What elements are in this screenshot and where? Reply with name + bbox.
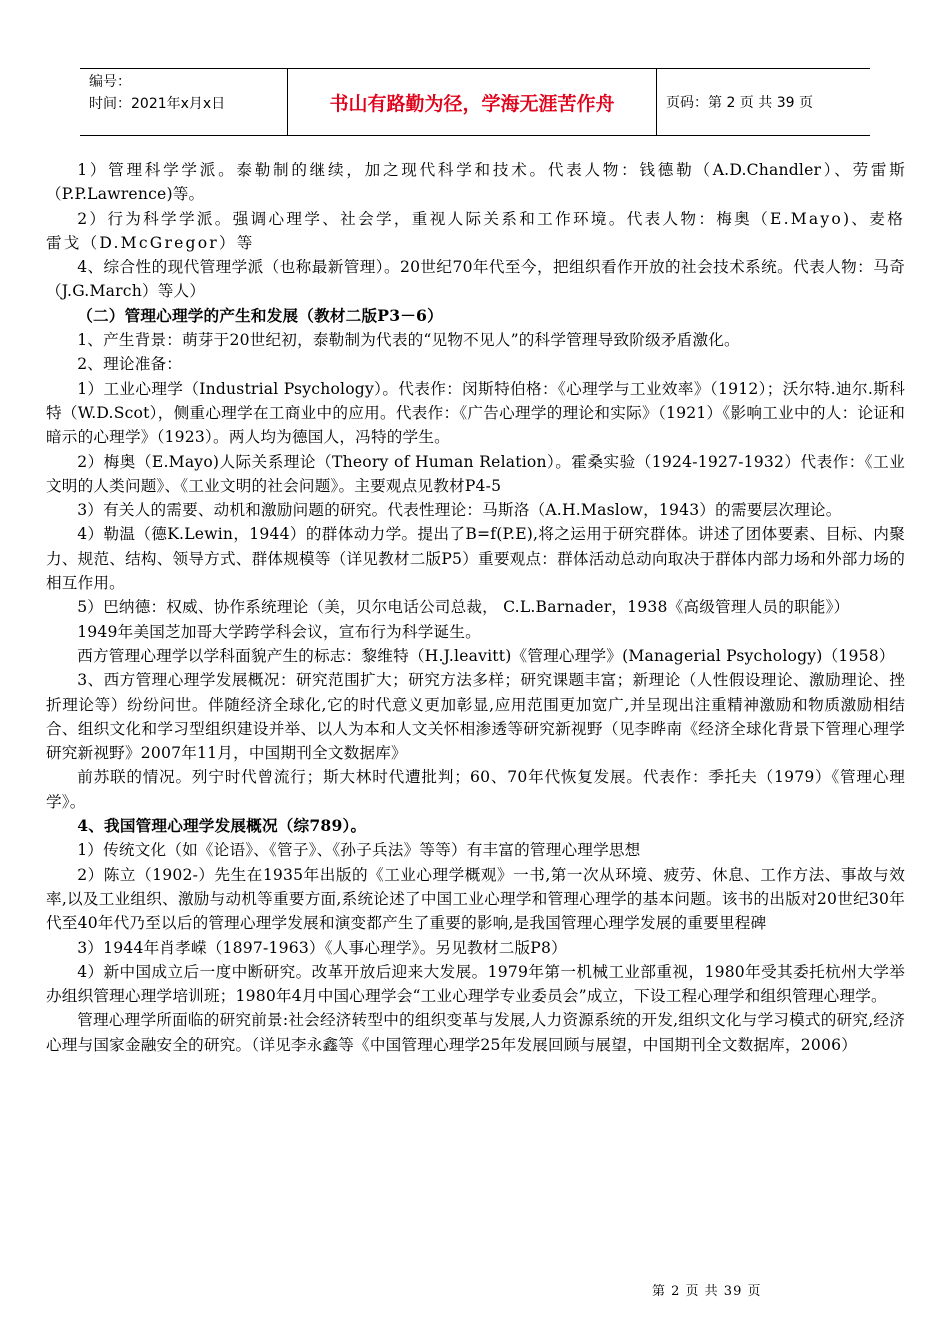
paragraph: 西方管理心理学以学科面貌产生的标志：黎维特（H.J.leavitt)《管理心理学》(Managerial Psychology)（1958） xyxy=(77,646,895,665)
header-page-info: 页码：第 2 页 共 39 页 xyxy=(666,95,813,111)
paragraph: 1）管理科学学派。泰勒制的继续，加之现代科学和技术。代表人物：钱德勒（A.D.Chandler）、劳雷斯（P.P.Lawrence)等。 xyxy=(46,161,905,204)
header-motto: 书山有路勤为径，学海无涯苦作舟 xyxy=(329,92,615,115)
paragraph: 1）传统文化（如《论语》、《管子》、《孙子兵法》等等）有丰富的管理心理学思想 xyxy=(77,841,641,860)
paragraph: 1、产生背景：萌芽于20世纪初，泰勒制为代表的“见物不见人”的科学管理导致阶级矛盾激化。 xyxy=(77,331,740,350)
page-footer: 第 2 页 共 39 页 xyxy=(652,1284,762,1299)
page-header xyxy=(80,68,870,136)
number-label: 编号： xyxy=(89,74,131,90)
paragraph: 4）新中国成立后一度中断研究。改革开放后迎来大发展。1979年第一机械工业部重视，1980年受其委托杭州大学举办组织管理心理学培训班；1980年4月中国心理学会“工业心理学专业委员会”成立，下设工程心理学和组织管理心理学。 xyxy=(46,962,905,1006)
header-meta xyxy=(89,71,289,115)
paragraph: 2）行为科学学派。强调心理学、社会学，重视人际关系和工作环境。代表人物：梅奥（E.Mayo)、麦格雷戈（D.McGregor）等 xyxy=(46,209,905,252)
paragraph: 3）1944年肖孝嵘（1897-1963）《人事心理学》。另见教材二版P8） xyxy=(77,938,567,957)
paragraph: 4、综合性的现代管理学派（也称最新管理）。20世纪70年代至今，把组织看作开放的社会技术系统。代表人物：马奇（J.G.March）等人） xyxy=(46,258,905,301)
header-divider xyxy=(656,69,657,135)
paragraph: 1949年美国芝加哥大学跨学科会议，宣布行为科学诞生。 xyxy=(77,622,481,641)
paragraph: 4）勒温（德K.Lewin，1944）的群体动力学。提出了B=f(P.E),将之运用于研究群体。讲述了团体要素、目标、内聚力、规范、结构、领导方式、群体规模等（详见教材二版P5）重要观点：群体活动总动向取决于群体内部力场和外部力场的相互作用。 xyxy=(46,525,905,593)
date-label: 时间：2021年x月x日 xyxy=(89,96,226,112)
paragraph: 管理心理学所面临的研究前景:社会经济转型中的组织变革与发展,人力资源系统的开发,组织文化与学习模式的研究,经济心理与国家金融安全的研究。（详见李永鑫等《中国管理心理学25年发展回顾与展望，中国期刊全文数据库，2006） xyxy=(46,1011,905,1054)
paragraph: 3）有关人的需要、动机和激励问题的研究。代表性理论：马斯洛（A.H.Maslow，1943）的需要层次理论。 xyxy=(77,501,842,520)
paragraph: 1）工业心理学（Industrial Psychology）。代表作：闵斯特伯格：《心理学与工业效率》（1912）；沃尔特.迪尔.斯科特（W.D.Scot），侧重心理学在工商业中的应用。代表作：《广告心理学的理论和实际》（1921）《影响工业中的人：论证和暗示的心理学》（1923）。两人均为德国人，冯特的学生。 xyxy=(46,379,905,447)
document-body xyxy=(46,158,905,1057)
paragraph: 2、理论准备： xyxy=(77,355,183,374)
paragraph: 3、西方管理心理学发展概况：研究范围扩大；研究方法多样；研究课题丰富；新理论（人性假设理论、激励理论、挫折理论等）纷纷问世。伴随经济全球化,它的时代意义更加彰显,应用范围更加宽广,并呈现出注重精神激励和物质激励相结合、组织文化和学习型组织建设并举、以人为本和人文关怀相渗透等研究新视野（见李晔南《经济全球化背景下管理心理学研究新视野》2007年11月，中国期刊全文数据库》 xyxy=(46,671,905,763)
section-heading: （二）管理心理学的产生和发展（教材二版P3－6） xyxy=(77,305,443,325)
section-heading: 4、我国管理心理学发展概况（综789）。 xyxy=(77,816,367,836)
paragraph: 2）梅奥（E.Mayo)人际关系理论（Theory of Human Relation）。霍桑实验（1924-1927-1932）代表作：《工业文明的人类问题》、《工业文明的社会问题》。主要观点见教材P4-5 xyxy=(46,452,905,495)
paragraph: 5）巴纳德：权威、协作系统理论（美，贝尔电话公司总裁， C.L.Barnader，1938《高级管理人员的职能》） xyxy=(77,598,850,617)
paragraph: 2）陈立（1902-）先生在1935年出版的《工业心理学概观》一书,第一次从环境、疲劳、休息、工作方法、事故与效率,以及工业组织、激励与动机等重要方面,系统论述了中国工业心理学和管理心理学的基本问题。该书的出版对20世纪30年代至40年代乃至以后的管理心理学发展和演变都产生了重要的影响,是我国管理心理学发展的重要里程碑 xyxy=(46,865,905,933)
paragraph: 前苏联的情况。列宁时代曾流行；斯大林时代遭批判；60、70年代恢复发展。代表作：季托夫（1979）《管理心理学》。 xyxy=(46,768,905,811)
